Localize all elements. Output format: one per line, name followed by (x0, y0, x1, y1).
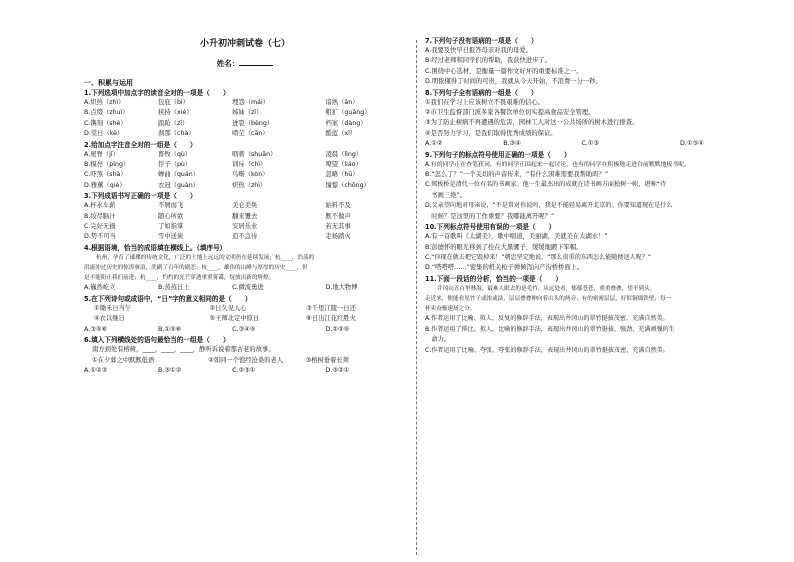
q1-cell: 迸裂（bèng） (232, 119, 274, 127)
q8-item: ①我们在学习上应该树立不畏艰难的信心。 (425, 98, 544, 106)
q5-item: ②日久见人心 (209, 304, 247, 312)
question-6-stem: 6.填入下列横线处的语句最恰当的一组是（ ） (84, 336, 230, 345)
q2-cell: D.雅薰（qiè） (84, 181, 126, 189)
q4-option[interactable]: C.微流勇进 (232, 284, 264, 292)
q8-option[interactable]: C.①③ (581, 140, 600, 148)
q1-cell: A.炽热（zhì） (84, 99, 125, 106)
q2-cell: 鸟啭（kòn） (232, 171, 269, 179)
q1-cell: D.棠日（kè） (84, 130, 124, 138)
q8-item: ④是否努力学习，是我们取得优秀成绩的保证。 (425, 129, 557, 137)
q5-answers (84, 325, 406, 335)
q1-cell: 酷蓝（xī） (325, 130, 357, 138)
q5-option[interactable]: B.①⑤⑥ (158, 325, 182, 333)
q3-row-b (84, 212, 406, 222)
q1-row-b (84, 108, 406, 118)
q5-item: ⑥日出江花红胜火 (306, 315, 356, 323)
q1-cell: 档案（dàng） (325, 119, 367, 127)
q2-cell: 忽略（hū） (325, 171, 359, 179)
q3-cell: 始料不及 (325, 202, 351, 210)
column-divider (416, 40, 417, 555)
q1-row-c (84, 119, 406, 129)
question-8-stem: 8.下列句子全有语病的一组是（ ） (425, 88, 538, 97)
q2-cell: 训斥（chì） (232, 161, 267, 169)
question-2-stem: 2.给加点字注音全对的一组是（ ） (84, 140, 197, 149)
q5-option[interactable]: C.③④⑤ (232, 325, 256, 333)
q3-cell: 美仑美奂 (232, 202, 258, 210)
q2-row-d (84, 181, 406, 191)
q7-option[interactable]: B.经过老师和同学们的帮助，我获快进步了。 (425, 57, 551, 65)
q5-option[interactable]: D.②③⑤ (325, 325, 350, 333)
q2-cell: A.屋脊（jǐ） (84, 150, 119, 158)
q1-cell: 挟持（xié） (158, 109, 193, 117)
q5-item: ⑤王师北定中原日 (209, 315, 260, 323)
q4-option[interactable]: A.巍然屹立 (84, 284, 116, 292)
question-5-stem: 5.在下列诗句或成语中，“日”字的意义相同的是（ ） (84, 294, 252, 303)
name-blank[interactable] (239, 58, 273, 66)
q4-passage-line: 杭州，孕育了璀璨的传统文化，广泛的土地上远远的文明仍在延续发展；杭____，浩荡的 (96, 254, 315, 261)
q8-option[interactable]: B.③④ (503, 140, 521, 148)
section-heading: 一、积累与运用 (84, 79, 133, 87)
q3-cell: 了如指掌 (158, 223, 184, 231)
q7-option[interactable]: A.我要及快早日报答母亲对我的母爱。 (425, 47, 532, 54)
q1-cell: 谙熟（ān） (325, 99, 359, 106)
q3-cell: 追不急待 (232, 233, 258, 241)
q3-cell: 雪中送炭 (158, 233, 184, 241)
q9-option-cont: 书画三绝”。 (425, 191, 467, 199)
q1-cell: C.镌刻（shè） (84, 119, 127, 127)
q3-cell: B.绞尽脑汁 (84, 212, 116, 220)
q3-cell: C.完好无损 (84, 223, 116, 231)
question-7-stem: 7.下列句子没有语病的一项是（ ） (425, 37, 538, 45)
q1-row-d (84, 129, 406, 139)
q3-cell: A.杯水车薪 (84, 202, 116, 210)
q1-cell: 踉跄（zǐ） (158, 119, 189, 127)
q3-cell: 默不做声 (325, 212, 351, 220)
q9-option[interactable]: B.“怎么了？”一个关切的声音传来，“有什么困难需要我帮助吗？” (425, 171, 609, 179)
q10-option[interactable]: D.“嗒嗒嗒……”密集的机关枪子弹倾泻向产沟桥桥面上。 (425, 264, 584, 272)
q5-item: ④衣以继日 (94, 315, 125, 323)
q2-row-c (84, 170, 406, 180)
q6-item: ③榕树垂着长须 (305, 356, 349, 364)
q6-item: ①在夕暮之中默默低语 (92, 356, 155, 364)
left-column (84, 38, 406, 376)
q5-item: ①锄禾日当午 (94, 304, 132, 312)
q6-item: ②如同一个饱经沧桑的老人 (208, 356, 284, 364)
q2-cell: 俘子（pù） (158, 161, 192, 169)
q3-cell: 安居乐业 (232, 223, 258, 231)
q1-cell: 姊妹（zǐ） (232, 109, 263, 117)
q4-options (84, 283, 406, 293)
q7-option[interactable]: C.围绕中心选材，是衡量一篇作文好坏的重要标准之一。 (425, 67, 583, 75)
q8-answers (425, 139, 765, 149)
q1-cell: 包庇（bì） (158, 99, 189, 106)
q2-cell: 嘹望（liáo） (325, 161, 362, 169)
q4-passage-line: 是不能阻止我们前进；杭____，灼灼的光芒穿透重重雾霭，绽放出新的辉煌。 (84, 275, 275, 282)
q8-item: ③为了防止树病不再遭遇的危害，园林工人对这一公共场所的树木进行排查。 (425, 119, 639, 127)
q3-row-d (84, 232, 406, 242)
question-11-stem: 11.下面一段话的分析，恰当的一项是（ ） (425, 274, 562, 283)
q2-cell: 凌晨（lìng） (325, 150, 363, 158)
question-1-stem: 1.下列选项中加点字的读音全对的一项是（ ） (84, 89, 230, 97)
q11-option[interactable]: A.作者运用了比喻、拟人、反复的修辞手法，表现出井冈山的翠竹挺拔茂密，充满自然美。 (425, 315, 669, 323)
q6-option[interactable]: B.③①② (158, 366, 182, 374)
q2-cell: 炽热（zhì） (232, 181, 267, 189)
question-9-stem: 9.下列句子的标点符号使用正确的一项是（ ） (425, 150, 571, 159)
q6-items (84, 356, 406, 366)
question-3-stem: 3.下列成语书写正确的一项是（ ） (84, 192, 197, 201)
q8-option[interactable]: A.①② (425, 140, 443, 148)
q11-option[interactable]: B.作者运用了排比、拟人、比喻的修辞手法，表现出井冈山的翠竹挺拔、强劲，充满顽强的生 (425, 325, 675, 333)
q2-row-a (84, 150, 406, 160)
q3-row-c (84, 222, 406, 232)
q8-item: ②市卫生监督部门派多家各餐饮单位切实提高食品安全管理。 (425, 109, 595, 117)
q9-option[interactable]: A.有的同学正在查笔获词，有的同学正围起来一起讨论，也有的同学在积极地走进台前默默地板书呢。 (425, 161, 690, 168)
q2-cell: 憧憬（chōng） (325, 181, 370, 189)
q3-cell: 随心所欲 (158, 212, 184, 220)
q3-cell: D.势不可当 (84, 233, 117, 241)
q7-option[interactable]: D.明侬懂得了时间的可贵，我就从今天开始，不浪费一分一秒。 (425, 78, 602, 86)
name-field (84, 58, 406, 70)
q1-cell: 刹那（chà） (158, 130, 195, 138)
q2-cell: 蝉曲（quán） (158, 171, 200, 179)
q9-option[interactable]: C.郑板桥是清代一位有名的书画家。他一生最杰出的成就在诗书画方面独树一帜，堪称“诗 (425, 181, 666, 189)
q1-cell: 粗犷（guǎng） (325, 109, 371, 117)
q11-passage-line: 走近来，便能看见竹子或浓或淡，层层叠叠伸向着山头的两旁；有的密密层层，好似铜墙铁壁，每一 (425, 295, 672, 302)
q4-option[interactable]: D.地大物博 (325, 284, 358, 292)
q10-option[interactable]: C.“你现在就去把它毁掉来！”朝忠坚定地说，“那么贵重的东西怎么能随便送人呢？” (425, 253, 652, 261)
q3-row-a (84, 201, 406, 211)
q11-option[interactable]: C.作者运用了比喻、夸张、夸张的修辞手法，表现出井冈山的翠竹挺拔茂密，充满自然美。 (425, 346, 669, 354)
q5-item: ③千里江陵一日还 (306, 304, 356, 312)
q1-cell: B.点缀（zhuì） (84, 109, 129, 117)
q6-answers (84, 366, 406, 376)
right-column (425, 36, 765, 356)
exam-title: 小升初冲刺试卷（七） (199, 39, 290, 49)
question-4-stem: 4.根据语境，恰当的成语填在横线上。（填序号） (84, 243, 227, 252)
q5-row-1 (84, 304, 406, 314)
q2-cell: 衣冠（guàn） (158, 181, 200, 189)
q10-option[interactable]: A.有一首歌叫《太湖美》，歌中唱道，美丽湖，美就美在太湖水！” (425, 233, 608, 241)
q2-cell: 畜牧（qù） (158, 150, 192, 158)
q6-option[interactable]: A.①②③ (84, 366, 108, 374)
q8-option[interactable]: D.①③④ (679, 140, 704, 148)
q3-cell: 不屑而飞 (158, 202, 184, 210)
q1-cell: 啃茔（cān） (232, 130, 269, 138)
name-label: 姓名： (216, 59, 240, 68)
q6-option[interactable]: C.②③① (232, 366, 256, 374)
q6-sentence: 南方到处有榕树，____，____，____，静听诉说着那古老的故事。 (92, 346, 275, 354)
q2-cell: B.模亮（pǐng） (84, 161, 130, 169)
q5-option[interactable]: A.③⑤⑥ (84, 325, 108, 333)
q11-passage-line: 井冈山五百里林海，最难人眼去的是毛竹。从远处看，郁郁苍苍，重重叠叠，望不到头。 (437, 285, 656, 292)
q9-option[interactable]: D.父亲望向地对母亲说，“不是常对你说吗，我是不能轻易离开北京的。你要知道现在是什么 (425, 202, 673, 210)
q3-cell: 走杨踏火 (325, 233, 351, 241)
q2-row-b (84, 160, 406, 170)
q3-cell: 若无其事 (325, 223, 351, 231)
q10-option[interactable]: B.彭德怀的眼光移到了拴在大黑骡子，缓缓地踱下军帽。 (425, 243, 583, 251)
q2-cell: C.吓煞（shà） (84, 171, 127, 179)
q11-passage-line: 杯卖奋极速场之分。 (425, 306, 476, 313)
q4-passage-line: 洪流冲过历史的惊涛骇浪，洗刷了百年的剧恋；杭____，雄伟的山峰与厚厚的历史____，但 (84, 265, 308, 272)
q1-row-a (84, 98, 406, 108)
q5-row-2 (84, 314, 406, 324)
q3-cell: 翻来覆去 (232, 212, 258, 220)
question-10-stem: 10.下列标点符号使用有误的一项是（ ） (425, 223, 556, 232)
q1-cell: 埋怨（mái） (232, 99, 270, 106)
q11-option-cont: 命力。 (425, 336, 451, 344)
q4-option[interactable]: B.蒸蒸日上 (158, 284, 190, 292)
q9-option-cont: 时候？是这里的工作重要？我哪能离开呢？” (425, 212, 555, 220)
q6-option[interactable]: D.③②① (325, 366, 350, 374)
q2-cell: 呖呖（shuān） (232, 150, 277, 158)
